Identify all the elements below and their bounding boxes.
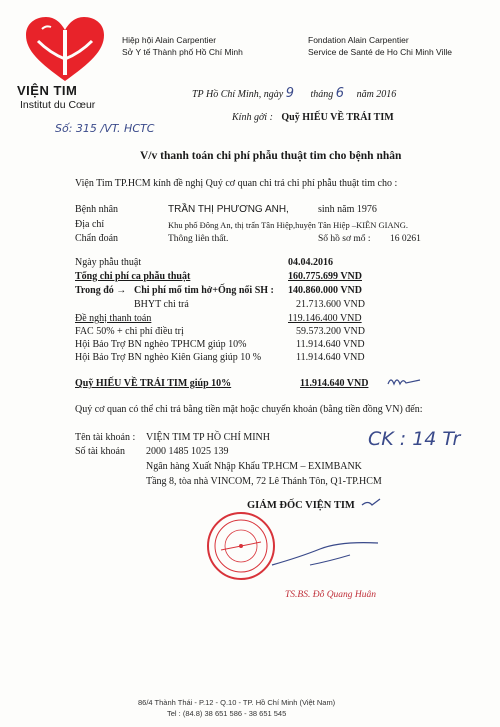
total-value: 160.775.699 VND bbox=[288, 271, 362, 282]
patient-diagnosis: Thông liên thất. bbox=[168, 234, 229, 244]
total-label: Tổng chi phí ca phẫu thuật bbox=[75, 271, 191, 282]
recipient-line bbox=[232, 112, 394, 123]
signature-icon bbox=[270, 535, 380, 575]
logo-title: VIỆN TIM bbox=[17, 83, 78, 98]
footer-address: 86/4 Thành Thái - P.12 - Q.10 - TP. Hồ Chí Minh (Việt Nam) bbox=[138, 698, 336, 707]
patient-name: TRẦN THỊ PHƯƠNG ANH, bbox=[168, 204, 289, 215]
file-number: 16 0261 bbox=[390, 234, 421, 244]
open-heart-value: 140.860.000 VND bbox=[288, 285, 362, 296]
request-value: 119.146.400 VND bbox=[288, 313, 362, 324]
signature-tick-icon bbox=[360, 496, 382, 510]
header-left-line1: Hiệp hội Alain Carpentier bbox=[122, 35, 217, 45]
recipient-name: Quỹ HIẾU VỀ TRÁI TIM bbox=[281, 112, 394, 123]
date-prefix: TP Hồ Chí Minh, ngày bbox=[192, 89, 284, 100]
date-line bbox=[192, 86, 396, 101]
logo-subtitle: Institut du Cœur bbox=[20, 99, 96, 111]
date-day: 9 bbox=[285, 86, 294, 101]
bhyt-label: BHYT chi trả bbox=[134, 299, 189, 310]
patient-address: Khu phố Đông An, thị trấn Tân Hiệp,huyện Tân Hiệp –KIÊN GIANG. bbox=[168, 220, 409, 230]
header-right-line1: Fondation Alain Carpentier bbox=[308, 35, 409, 45]
header-right-line2: Service de Santé de Ho Chi Minh Ville bbox=[308, 47, 452, 57]
account-name-label: Tên tài khoản : bbox=[75, 432, 136, 443]
recipient-label: Kính gởi : bbox=[232, 112, 273, 123]
address-label: Địa chỉ bbox=[75, 219, 105, 230]
within-label: Trong đó → bbox=[75, 285, 127, 296]
account-name: VIỆN TIM TP HỒ CHÍ MINH bbox=[146, 432, 270, 443]
handwritten-mark-icon bbox=[386, 374, 422, 390]
fac-label: FAC 50% + chi phí điều trị bbox=[75, 326, 184, 337]
account-no-label: Số tài khoản bbox=[75, 446, 125, 457]
open-heart-label: Chi phí mổ tim hở+Ống nối SH : bbox=[134, 285, 274, 296]
bank-line1: Ngân hàng Xuất Nhập Khẩu TP.HCM – EXIMBANK bbox=[146, 461, 362, 472]
date-year: năm 2016 bbox=[356, 89, 397, 100]
date-month: 6 bbox=[335, 86, 345, 101]
official-stamp-icon bbox=[205, 510, 277, 582]
signer-name: TS.BS. Đỗ Quang Huân bbox=[285, 590, 377, 600]
patient-birth: sinh năm 1976 bbox=[318, 204, 377, 215]
fund-label: Quỹ HIẾU VỀ TRÁI TIM giúp 10% bbox=[75, 378, 232, 389]
account-number: 2000 1485 1025 139 bbox=[146, 446, 229, 457]
header-left-line2: Sở Y tế Thành phố Hồ Chí Minh bbox=[122, 47, 243, 57]
kg-support-label: Hội Bảo Trợ BN nghèo Kiên Giang giúp 10 % bbox=[75, 352, 262, 363]
heart-logo-icon bbox=[20, 15, 110, 85]
diagnosis-label: Chẩn đoán bbox=[75, 233, 119, 244]
bank-line2: Tầng 8, tòa nhà VINCOM, 72 Lê Thánh Tôn, Q1-TP.HCM bbox=[146, 476, 382, 487]
file-number-label: Số hồ sơ mổ : bbox=[318, 234, 371, 244]
subject: V/v thanh toán chi phí phẫu thuật tim cho bệnh nhân bbox=[140, 150, 402, 162]
request-label: Đề nghị thanh toán bbox=[75, 313, 152, 324]
bhyt-value: 21.713.600 VND bbox=[296, 299, 365, 310]
reference-number: Số: 315 /VT. HCTC bbox=[55, 122, 155, 135]
handwritten-ck: CK : 14 Tr bbox=[368, 428, 461, 450]
kg-support-value: 11.914.640 VND bbox=[296, 352, 365, 363]
date-month-label: tháng bbox=[310, 89, 334, 100]
transfer-text: Quý cơ quan có thể chi trả bằng tiền mặt hoặc chuyển khoản (bằng tiền đồng VN) đến: bbox=[75, 404, 423, 415]
hcm-support-value: 11.914.640 VND bbox=[296, 339, 365, 350]
surgery-date: 04.04.2016 bbox=[288, 257, 333, 268]
intro-text: Viện Tim TP.HCM kính đề nghị Quý cơ quan chi trả chi phí phẫu thuật tim cho : bbox=[75, 178, 398, 189]
surgery-date-label: Ngày phẫu thuật bbox=[75, 257, 142, 268]
patient-name-label: Bệnh nhân bbox=[75, 204, 119, 215]
fund-value: 11.914.640 VND bbox=[300, 378, 369, 389]
footer-tel: Tel : (84.8) 38 651 586 - 38 651 545 bbox=[167, 709, 287, 718]
signature-title: GIÁM ĐỐC VIỆN TIM bbox=[247, 500, 355, 511]
hcm-support-label: Hội Bảo Trợ BN nghèo TPHCM giúp 10% bbox=[75, 339, 247, 350]
fac-value: 59.573.200 VND bbox=[296, 326, 365, 337]
